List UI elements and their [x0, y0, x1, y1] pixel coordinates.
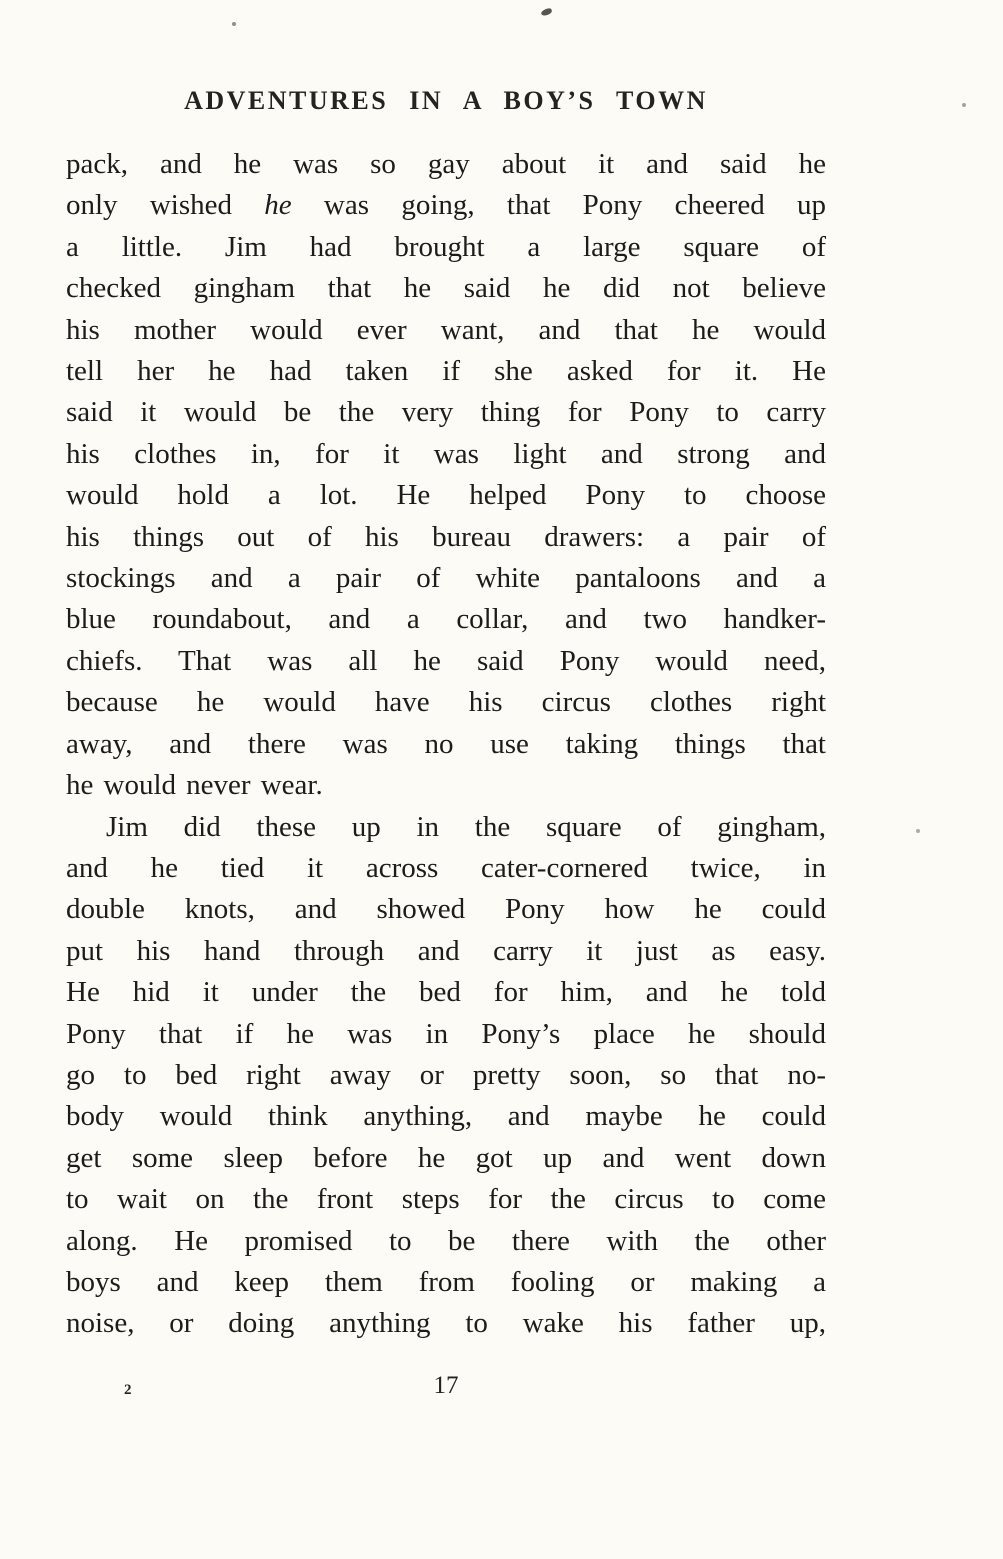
- text-line: noise, or doing anything to wake his father up,: [66, 1307, 826, 1340]
- text-line: chiefs. That was all he said Pony would need,: [66, 644, 826, 677]
- text-line: said it would be the very thing for Pony to carry: [66, 396, 826, 429]
- text-line: Jim did these up in the square of gingham,: [106, 810, 826, 843]
- text-line: his mother would ever want, and that he would: [66, 313, 826, 346]
- running-head: ADVENTURES IN A BOY’S TOWN: [184, 86, 708, 115]
- text-line: body would think anything, and maybe he could: [66, 1100, 826, 1133]
- text-line: He hid it under the bed for him, and he told: [66, 976, 826, 1009]
- signature-mark: 2: [124, 1382, 132, 1398]
- text-line: blue roundabout, and a collar, and two handker-: [66, 603, 826, 636]
- text-line: boys and keep them from fooling or making a: [66, 1265, 826, 1298]
- text-line: go to bed right away or pretty soon, so that no-: [66, 1058, 826, 1091]
- text-line: he would never wear.: [66, 769, 323, 802]
- ink-speck: [916, 829, 920, 833]
- page-number: 17: [433, 1372, 459, 1399]
- text-line: to wait on the front steps for the circus to come: [66, 1183, 826, 1216]
- text-line: and he tied it across cater-cornered twice, in: [66, 851, 826, 884]
- text-line: get some sleep before he got up and went down: [66, 1141, 826, 1174]
- text-line: would hold a lot. He helped Pony to choose: [66, 479, 826, 512]
- ink-speck: [962, 103, 966, 107]
- page-footer: [66, 1372, 826, 1400]
- text-line: along. He promised to be there with the other: [66, 1224, 826, 1257]
- body-text: [66, 144, 826, 1345]
- text-line: a little. Jim had brought a large square of: [66, 230, 826, 263]
- text-line: Pony that if he was in Pony’s place he should: [66, 1017, 826, 1050]
- text-line: pack, and he was so gay about it and said he: [66, 148, 826, 180]
- text-line: away, and there was no use taking things that: [66, 727, 826, 760]
- text-line: tell her he had taken if she asked for it. He: [66, 355, 826, 388]
- text-line: only wished he was going, that Pony cheered up: [66, 189, 826, 222]
- text-line: stockings and a pair of white pantaloons and a: [66, 562, 826, 595]
- page-content: [66, 0, 826, 1345]
- text-line: because he would have his circus clothes right: [66, 686, 826, 719]
- text-line: put his hand through and carry it just as easy.: [66, 934, 826, 967]
- text-line: checked gingham that he said he did not believe: [66, 272, 826, 305]
- text-line: double knots, and showed Pony how he could: [66, 893, 826, 926]
- text-line: his clothes in, for it was light and strong and: [66, 437, 826, 470]
- text-line: his things out of his bureau drawers: a pair of: [66, 520, 826, 553]
